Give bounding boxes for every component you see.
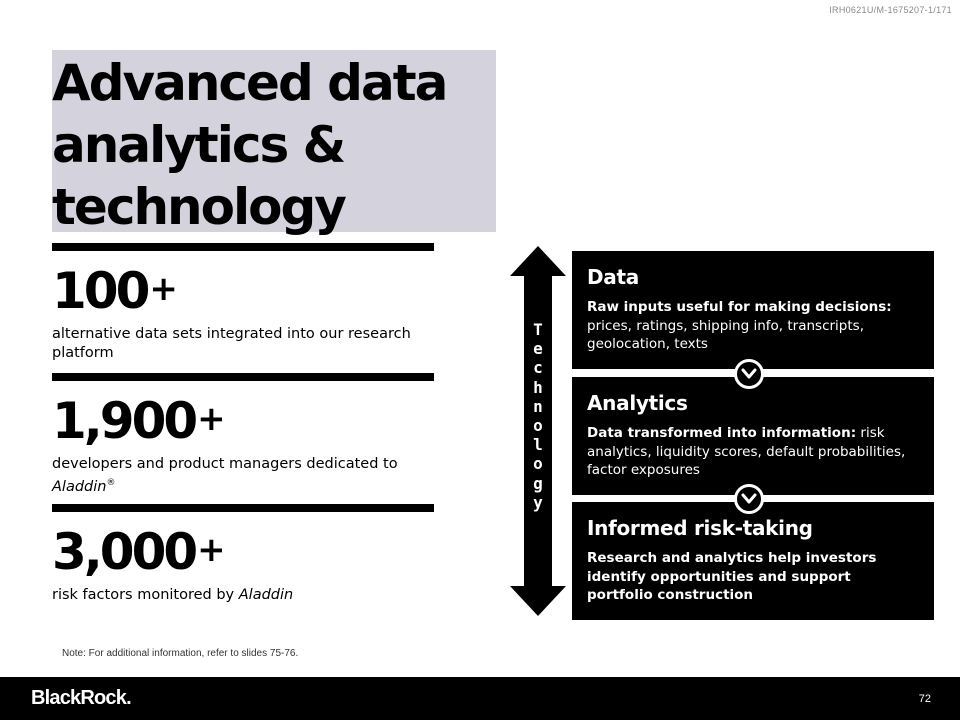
- technology-letter: c: [533, 358, 543, 378]
- stat-description: alternative data sets integrated into our research platform: [52, 326, 411, 361]
- footer-bar: [0, 677, 960, 720]
- stat-plus: +: [197, 399, 226, 439]
- chevron-down-icon: [734, 484, 764, 514]
- title-line-3: technology: [52, 178, 345, 236]
- technology-letter: T: [533, 320, 543, 339]
- page-title: [52, 50, 496, 238]
- stat-divider: [52, 243, 434, 251]
- data-box-body: [587, 298, 920, 354]
- stat-description-text: risk factors monitored by: [52, 587, 235, 603]
- document-reference-code: IRH0621U/M-1675207-1/171: [829, 5, 952, 15]
- technology-letter: e: [533, 339, 543, 359]
- registered-mark: ®: [106, 478, 116, 488]
- stat-description: [52, 455, 434, 497]
- footnote: Note: For additional information, refer to slides 75-76.: [62, 648, 299, 659]
- aladdin-name: Aladdin: [238, 587, 294, 603]
- informed-risk-taking-box-title: Informed risk-taking: [587, 516, 813, 540]
- analytics-box: [572, 377, 934, 495]
- data-box-title: Data: [587, 265, 639, 289]
- analytics-box-lead: Data transformed into information:: [587, 425, 857, 441]
- stat-divider: [52, 504, 434, 512]
- stat-number: 3,000: [52, 523, 196, 581]
- stat-description: [52, 586, 434, 605]
- informed-risk-taking-box: [572, 502, 934, 620]
- analytics-box-title: Analytics: [587, 391, 688, 415]
- stat-block-developers: [52, 373, 434, 497]
- blackrock-logo: BlackRock.: [31, 687, 131, 709]
- stat-number: 1,900: [52, 392, 196, 450]
- aladdin-name: Aladdin: [52, 478, 107, 495]
- chevron-down-icon: [734, 359, 764, 389]
- stat-plus: +: [149, 269, 178, 309]
- analytics-box-body: [587, 424, 920, 480]
- technology-letter: g: [533, 473, 543, 493]
- technology-vertical-label: [523, 320, 553, 512]
- technology-letter: l: [533, 435, 543, 455]
- technology-letter: h: [533, 377, 543, 397]
- data-box-text: prices, ratings, shipping info, transcripts, geolocation, texts: [587, 317, 864, 352]
- technology-letter: o: [533, 454, 543, 474]
- technology-letter: y: [533, 492, 543, 512]
- stat-plus: +: [197, 530, 226, 570]
- title-line-2: analytics &: [52, 116, 345, 174]
- chevron-down-glyph: [741, 367, 757, 381]
- stat-block-alt-data: [52, 243, 434, 363]
- title-line-1: Advanced data: [52, 54, 447, 112]
- page-number: 72: [918, 693, 931, 705]
- analytics-box-text: risk analytics, liquidity scores, default probabilities, factor exposures: [587, 425, 906, 478]
- stat-divider: [52, 373, 434, 381]
- data-box: [572, 251, 934, 369]
- stat-number: 100: [52, 262, 148, 320]
- stat-value: [52, 259, 434, 321]
- technology-letter: n: [533, 396, 543, 416]
- data-box-lead: Raw inputs useful for making decisions:: [587, 299, 892, 315]
- stat-block-risk-factors: [52, 504, 434, 605]
- technology-letter: o: [533, 416, 543, 436]
- informed-risk-taking-box-body: Research and analytics help investors identify opportunities and support portfolio construction: [587, 550, 877, 603]
- stat-value: [52, 389, 434, 451]
- stat-value: [52, 520, 434, 582]
- chevron-down-glyph: [741, 492, 757, 506]
- stat-description-text: developers and product managers dedicated to: [52, 456, 398, 472]
